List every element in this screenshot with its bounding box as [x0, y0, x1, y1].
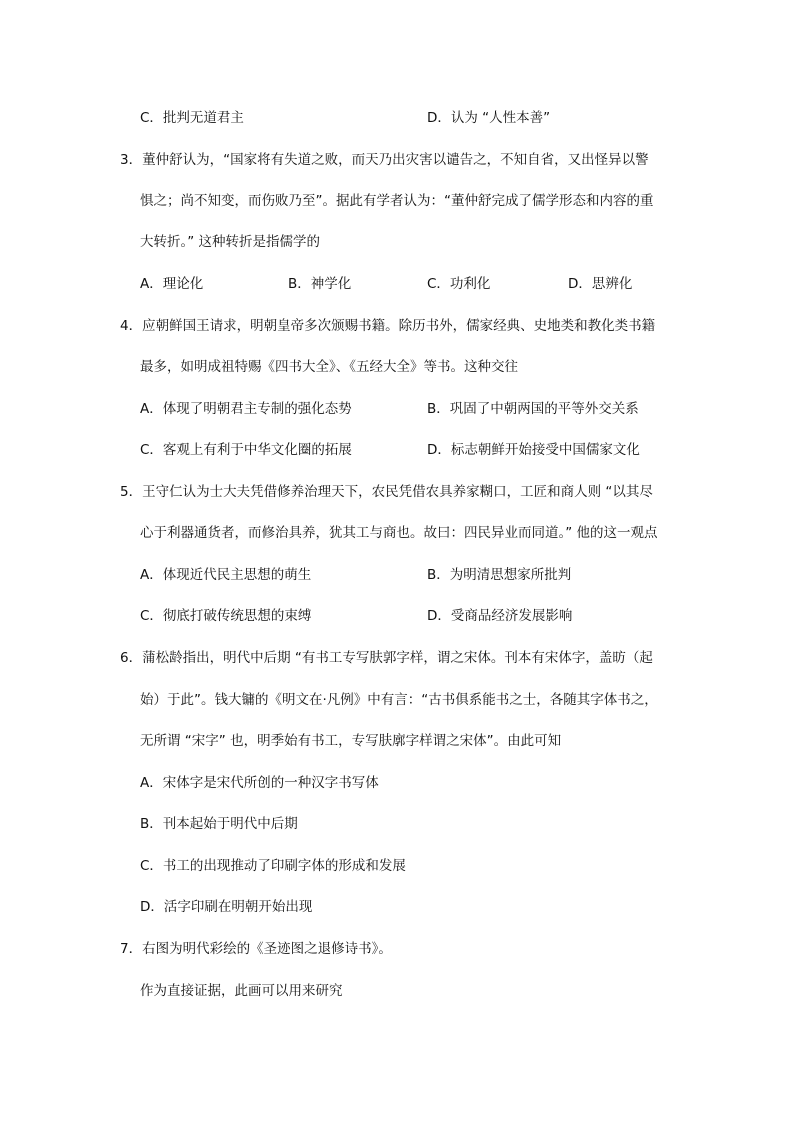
q3-option-d: D．思辨化 [568, 276, 633, 292]
q5-stem-line1: 5．王守仁认为士大夫凭借修养治理天下，农民凭借农具养家糊口，工匠和商人则 “以其尽 [120, 484, 653, 500]
q6-stem-line3: 无所谓 “宋字” 也，明季始有书工，专写肤廓字样谓之宋体”。由此可知 [140, 733, 562, 749]
q4-stem-line2: 最多，如明成祖特赐《四书大全》、《五经大全》等书。这种交往 [140, 359, 518, 375]
q6-stem-line1: 6．蒲松龄指出，明代中后期 “有书工专写肤郭字样，谓之宋体。刊本有宋体字，盖昉（起 [120, 650, 653, 666]
q3-stem-line2: 惧之；尚不知变，而伤败乃至”。据此有学者认为：“董仲舒完成了儒学形态和内容的重 [140, 193, 654, 209]
q3-stem-line1: 3．董仲舒认为，“国家将有失道之败，而天乃出灾害以谴告之，不知自省，又出怪异以警 [120, 152, 649, 168]
q6-option-c: C．书工的出现推动了印刷字体的形成和发展 [140, 858, 406, 874]
q3-option-b: B．神学化 [288, 276, 352, 292]
q5-option-c: C．彻底打破传统思想的束缚 [140, 608, 312, 624]
q2-option-d: D．认为 “人性本善” [427, 110, 551, 126]
q3-option-a: A．理论化 [140, 276, 204, 292]
q6-option-a: A．宋体字是宋代所创的一种汉字书写体 [140, 775, 379, 791]
q4-option-a: A．体现了明朝君主专制的强化态势 [140, 401, 352, 417]
q5-option-d: D．受商品经济发展影响 [427, 608, 573, 624]
q5-option-b: B．为明清思想家所批判 [427, 567, 572, 583]
q4-option-c: C．客观上有利于中华文化圈的拓展 [140, 442, 352, 458]
q7-stem-line1: 7．右图为明代彩绘的《圣迹图之退修诗书》。 [120, 941, 392, 957]
q4-option-d: D．标志朝鲜开始接受中国儒家文化 [427, 442, 640, 458]
q6-stem-line2: 始）于此”。钱大镛的《明文在·凡例》中有言：“古书俱系能书之士，各随其字体书之， [140, 692, 658, 708]
q5-option-a: A．体现近代民主思想的萌生 [140, 567, 312, 583]
q7-stem-line2: 作为直接证据，此画可以用来研究 [140, 983, 343, 999]
q6-option-b: B．刊本起始于明代中后期 [140, 816, 298, 832]
q3-stem-line3: 大转折。” 这种转折是指儒学的 [140, 234, 321, 250]
q4-option-b: B．巩固了中朝两国的平等外交关系 [427, 401, 639, 417]
q6-option-d: D．活字印刷在明朝开始出现 [140, 899, 313, 915]
q4-stem-line1: 4．应朝鲜国王请求，明朝皇帝多次颁赐书籍。除历书外，儒家经典、史地类和教化类书籍 [120, 318, 656, 334]
q3-option-c: C．功利化 [427, 276, 491, 292]
q5-stem-line2: 心于利器通货者，而修治具养，犹其工与商也。故曰：四民异业而同道。” 他的这一观点 [140, 525, 658, 541]
q2-option-c: C．批判无道君主 [140, 110, 244, 126]
